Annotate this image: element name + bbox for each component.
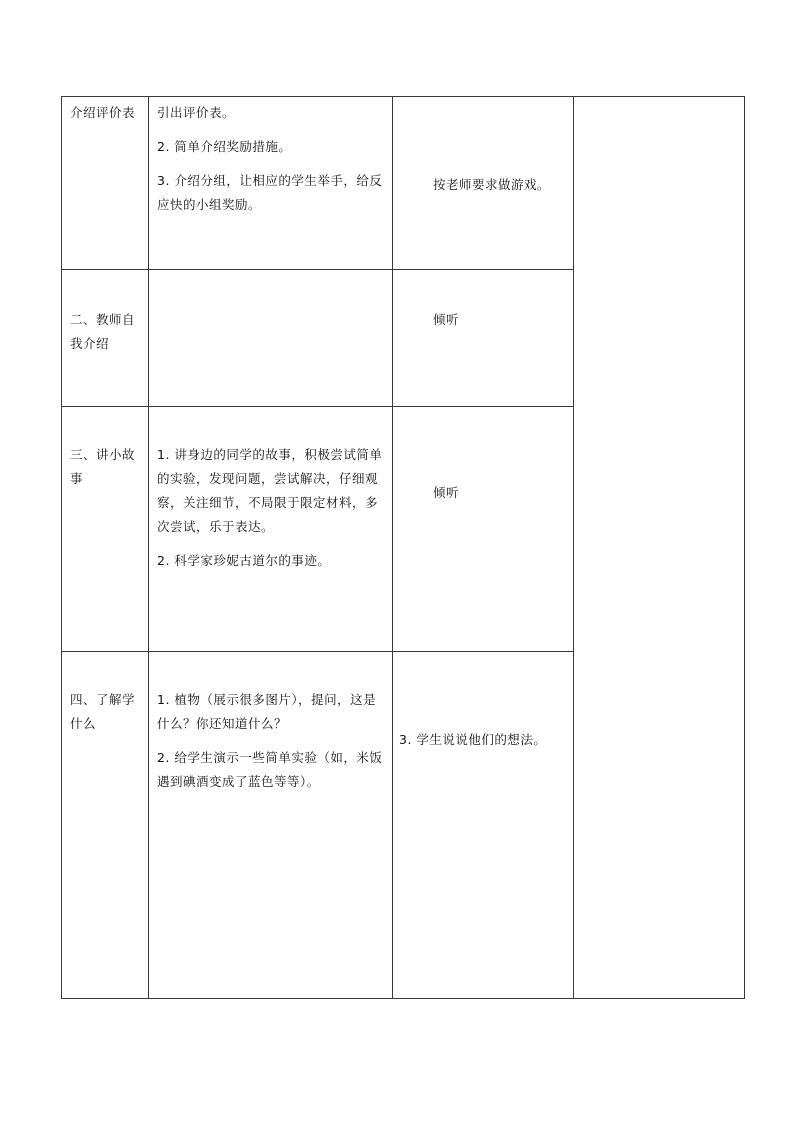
teacher-activity-cell	[149, 97, 393, 270]
teacher-activity-text: 3. 介绍分组，让相应的学生举手，给反应快的小组奖励。	[157, 173, 383, 212]
table-row	[62, 97, 745, 270]
student-activity-cell	[393, 407, 574, 652]
student-activity-cell	[393, 97, 574, 270]
stage-label: 四、了解学什么	[70, 692, 136, 731]
stage-cell	[62, 97, 149, 270]
notes-cell	[574, 97, 745, 999]
student-activity-text: 按老师要求做游戏。	[433, 177, 551, 192]
teacher-activity-text: 2. 科学家珍妮古道尔的事迹。	[157, 553, 331, 568]
stage-label: 三、讲小故事	[70, 447, 136, 486]
teacher-activity-text: 2. 给学生演示一些简单实验（如，米饭遇到碘酒变成了蓝色等等）。	[157, 750, 383, 789]
stage-cell	[62, 652, 149, 999]
teacher-activity-cell	[149, 407, 393, 652]
student-activity-text: 3. 学生说说他们的想法。	[399, 732, 547, 747]
student-activity-text: 倾听	[433, 312, 460, 327]
teacher-activity-text: 2. 简单介绍奖励措施。	[157, 139, 292, 154]
teacher-activity-text: 1. 讲身边的同学的故事，积极尝试简单的实验，发现问题，尝试解决，仔细观察，关注细节，不局限于限定材料，多次尝试，乐于表达。	[157, 447, 383, 534]
teacher-activity-cell	[149, 270, 393, 407]
stage-cell	[62, 407, 149, 652]
teacher-activity-cell	[149, 652, 393, 999]
stage-label: 二、教师自我介绍	[70, 312, 136, 351]
teacher-activity-text: 1. 植物（展示很多图片），提问，这是什么？你还知道什么？	[157, 692, 377, 731]
stage-label: 介绍评价表	[70, 105, 136, 120]
lesson-plan-table	[61, 96, 745, 999]
stage-cell	[62, 270, 149, 407]
teacher-activity-text: 引出评价表。	[157, 105, 236, 120]
student-activity-text: 倾听	[433, 485, 460, 500]
student-activity-cell	[393, 652, 574, 999]
student-activity-cell	[393, 270, 574, 407]
